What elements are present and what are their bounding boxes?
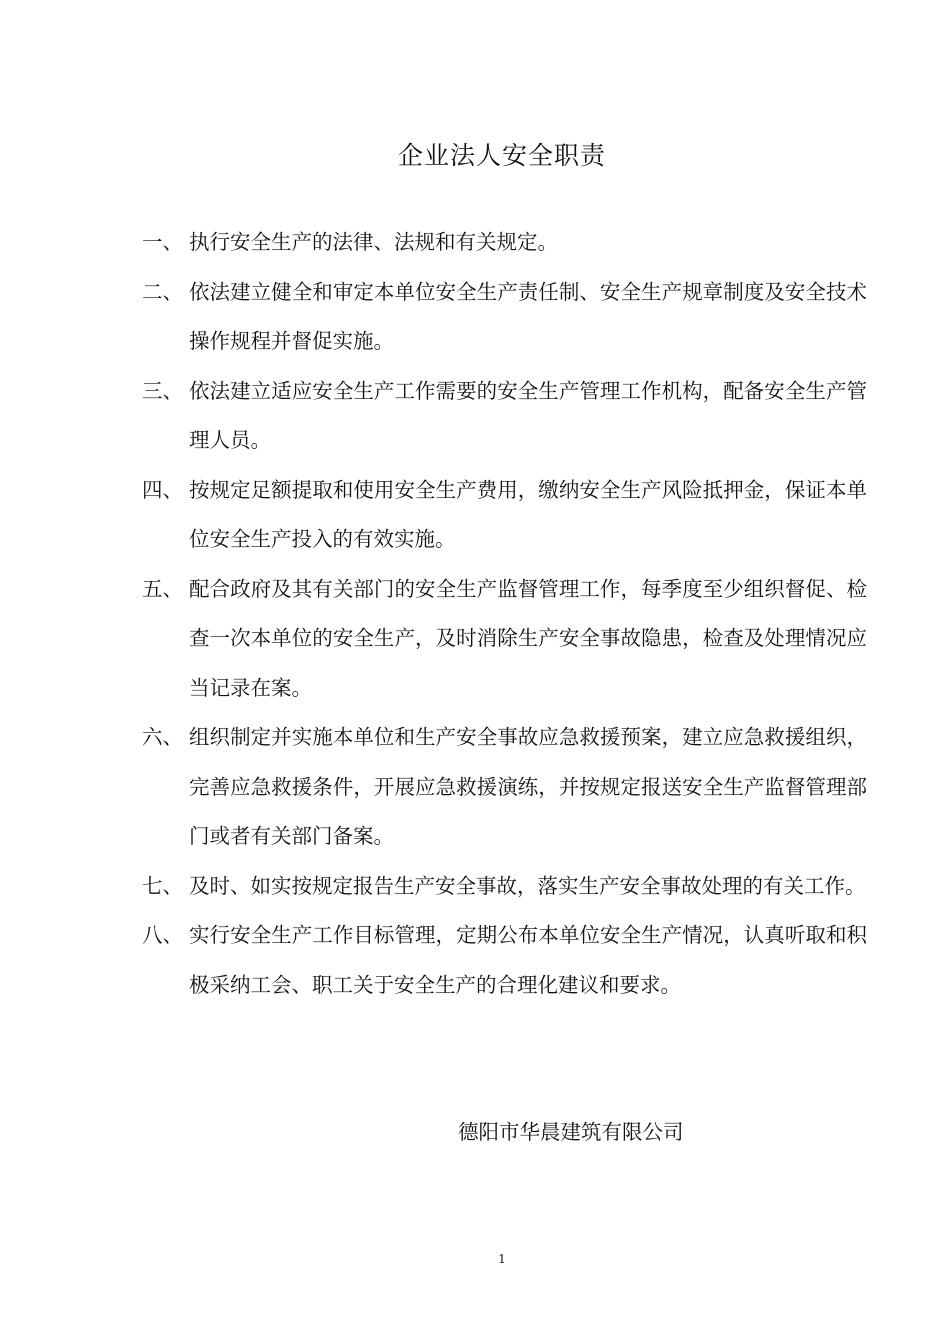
page-title: 企业法人安全职责 — [397, 141, 606, 170]
item-text: 依法建立健全和审定本单位安全生产责任制、安全生产规章制度及安全技术操作规程并督促实施。 — [189, 279, 867, 353]
item-text: 执行安全生产的法律、法规和有关规定。 — [189, 230, 558, 254]
company-signature: 德阳市华晨建筑有限公司 — [458, 1120, 684, 1144]
list-item — [142, 268, 867, 367]
item-number: 六、 — [142, 725, 183, 749]
item-text: 及时、如实按规定报告生产安全事故，落实生产安全事故处理的有关工作。 — [189, 873, 866, 898]
item-number: 三、 — [142, 378, 183, 403]
item-text: 依法建立适应安全生产工作需要的安全生产管理工作机构，配备安全生产管理人员。 — [189, 378, 867, 452]
list-item — [142, 367, 867, 466]
list-item — [142, 862, 867, 912]
list-item — [142, 466, 867, 565]
item-number: 八、 — [142, 923, 183, 947]
page-number: 1 — [498, 1252, 506, 1266]
item-text: 实行安全生产工作目标管理，定期公布本单位安全生产情况，认真听取和积极采纳工会、职工关于安全生产的合理化建议和要求。 — [189, 923, 867, 997]
list-item — [142, 218, 867, 268]
item-number: 四、 — [142, 477, 183, 502]
duty-list — [142, 218, 867, 1010]
item-number: 一、 — [142, 230, 183, 254]
list-item — [142, 911, 867, 1010]
list-item — [142, 713, 867, 862]
item-text: 组织制定并实施本单位和生产安全事故应急救援预案，建立应急救援组织，完善应急救援条件，开展应急救援演练，并按规定报送安全生产监督管理部门或者有关部门备案。 — [189, 725, 867, 848]
item-text: 配合政府及其有关部门的安全生产监督管理工作，每季度至少组织督促、检查一次本单位的安全生产，及时消除生产安全事故隐患，检查及处理情况应当记录在案。 — [189, 576, 867, 700]
item-number: 七、 — [142, 873, 183, 898]
list-item — [142, 565, 867, 714]
item-number: 五、 — [142, 576, 183, 601]
item-number: 二、 — [142, 279, 183, 304]
item-text: 按规定足额提取和使用安全生产费用，缴纳安全生产风险抵押金，保证本单位安全生产投入的有效实施。 — [189, 477, 867, 551]
